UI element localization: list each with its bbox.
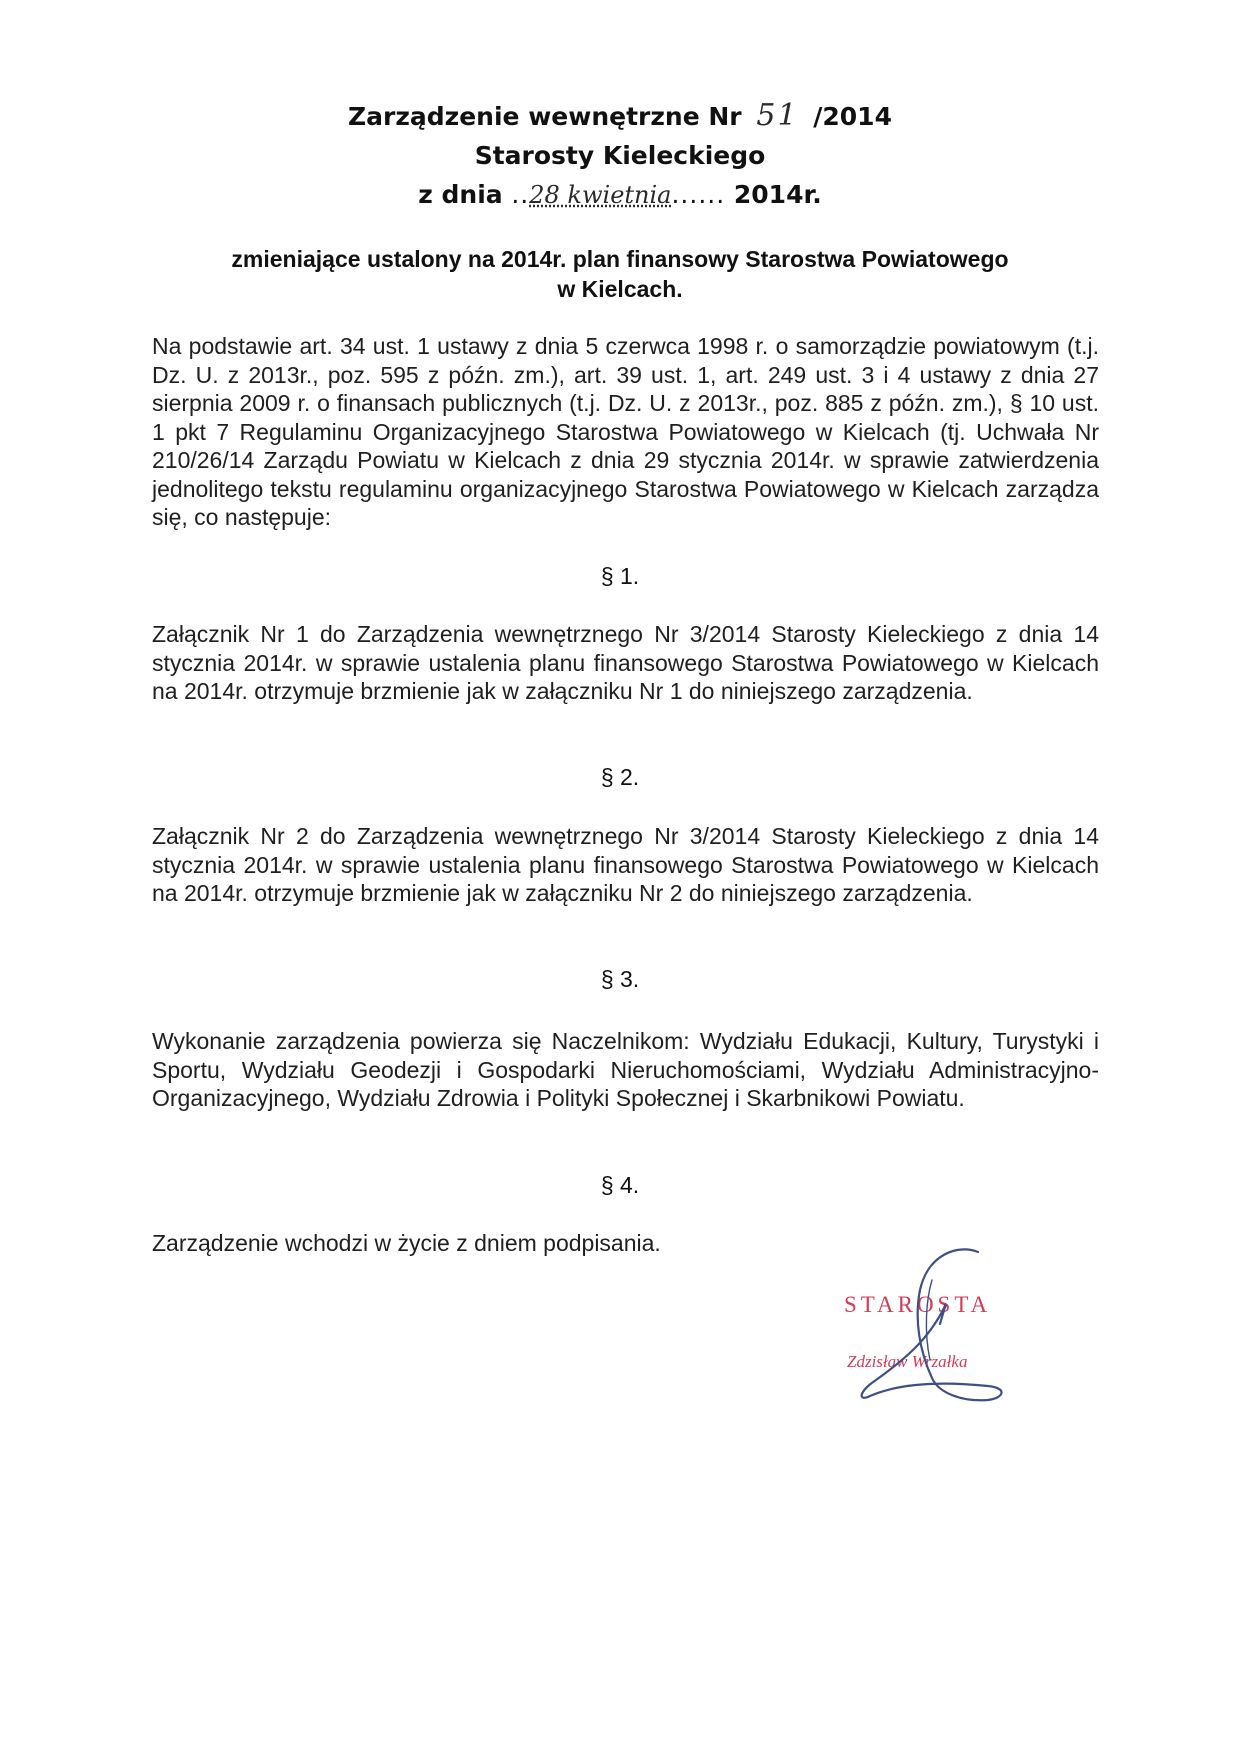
handwritten-date: 28 kwietnia xyxy=(529,181,672,209)
dotted-leader: ...... xyxy=(671,180,726,209)
subtitle-line-2: w Kielcach. xyxy=(557,276,683,302)
header-line-2: Starosty Kieleckiego xyxy=(474,141,766,170)
handwritten-number: 51 xyxy=(756,98,799,133)
section-2-text: Załącznik Nr 2 do Zarządzenia wewnętrznego Nr 3/2014 Starosty Kieleckiego z dnia 14 stycznia 2014r. w sprawie ustalenia planu finansowego Starostwa Powiatowego w Kielcach na 2014r. otrzymuje brzmienie jak w załączniku Nr 2 do niniejszego zarządzenia. xyxy=(152,823,1099,906)
section-1-heading: § 1. xyxy=(600,563,640,589)
section-4-heading: § 4. xyxy=(600,1172,640,1198)
subtitle-line-1: zmieniające ustalony na 2014r. plan finansowy Starostwa Powiatowego xyxy=(231,246,1009,272)
header-line-3 xyxy=(0,175,1240,215)
date-prefix: z dnia xyxy=(418,180,503,209)
document-header xyxy=(0,96,1240,215)
official-stamp xyxy=(820,1240,1050,1410)
document-subtitle xyxy=(0,244,1240,304)
section-3-text: Wykonanie zarządzenia powierza się Naczelnikom: Wydziału Edukacji, Kultury, Turystyki i Sportu, Wydziału Geodezji i Gospodarki Nieruchomościami, Wydziału Administracyjno-Organizacyjnego, Wydziału Zdrowia i Polityki Społecznej i Skarbnikowi Powiatu. xyxy=(152,1028,1099,1111)
dotted-leader: .. xyxy=(511,180,530,209)
section-3-heading: § 3. xyxy=(600,966,640,992)
header-year: /2014 xyxy=(813,102,892,131)
date-suffix: 2014r. xyxy=(733,180,822,209)
header-line-1 xyxy=(0,96,1240,136)
preamble-paragraph: Na podstawie art. 34 ust. 1 ustawy z dnia 5 czerwca 1998 r. o samorządzie powiatowym (t.j. Dz. U. z 2013r., poz. 595 z późn. zm.), art. 39 ust. 1, art. 249 ust. 3 i 4 ustawy z dnia 27 sierpnia 2009 r. o finansach publicznych (t.j. Dz. U. z 2013r., poz. 885 z późn. zm.), § 10 ust. 1 pkt 7 Regulaminu Organizacyjnego Starostwa Powiatowego w Kielcach (tj. Uchwała Nr 210/26/14 Zarządu Powiatu w Kielcach z dnia 29 stycznia 2014r. w sprawie zatwierdzenia jednolitego tekstu regulaminu organizacyjnego Starostwa Powiatowego w Kielcach zarządza się, co następuje: xyxy=(152,333,1099,530)
header-title: Zarządzenie wewnętrzne Nr xyxy=(348,102,742,131)
stamp-name: Zdzisław Wrzałka xyxy=(847,1352,968,1371)
section-1-text: Załącznik Nr 1 do Zarządzenia wewnętrznego Nr 3/2014 Starosty Kieleckiego z dnia 14 stycznia 2014r. w sprawie ustalenia planu finansowego Starostwa Powiatowego w Kielcach na 2014r. otrzymuje brzmienie jak w załączniku Nr 1 do niniejszego zarządzenia. xyxy=(152,621,1099,704)
section-2-heading: § 2. xyxy=(600,764,640,790)
signature-icon xyxy=(820,1240,1050,1410)
stamp-title: STAROSTA xyxy=(844,1292,992,1317)
section-4-text: Zarządzenie wchodzi w życie z dniem podpisania. xyxy=(152,1230,661,1256)
